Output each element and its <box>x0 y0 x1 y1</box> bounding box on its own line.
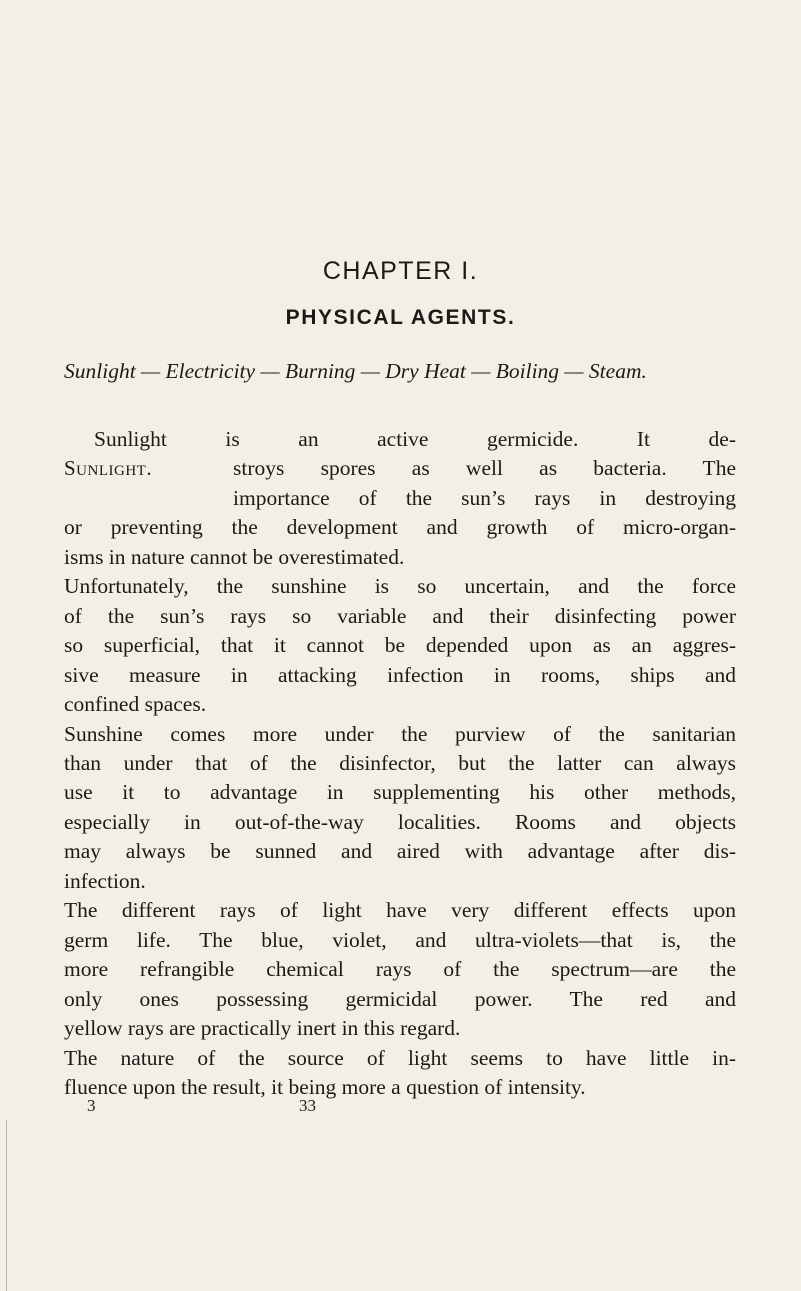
paragraph-3-line-4: especially in out-of-the-way localities. Rooms and objects <box>64 809 736 834</box>
paragraph-5-line-2: fluence upon the result, it being more a question of intensity. <box>64 1075 586 1099</box>
paragraph-3-line-6: infection. <box>64 868 146 893</box>
paragraph-1-line-1: Sunlight is an active germicide. It de- <box>94 427 736 451</box>
paragraph-3-line-3: use it to advantage in supplementing his other methods, <box>64 780 736 805</box>
folio-left: 3 <box>87 1096 96 1115</box>
paragraph-3-line-1: Sunshine comes more under the purview of the sanitarian <box>64 721 736 746</box>
paragraph-2-line-2: of the sun’s rays so variable and their disinfecting power <box>64 603 736 628</box>
paragraph-3-line-2: than under that of the disinfector, but the latter can always <box>64 751 736 775</box>
paragraph-1-line-4: or preventing the development and growth of micro-organ- <box>64 515 736 540</box>
paragraph-4-line-3: more refrangible chemical rays of the spectrum—are the <box>64 957 736 982</box>
gutter-shadow-line <box>6 1120 7 1291</box>
paragraph-1-line-5: isms in nature cannot be overestimated. <box>64 544 405 569</box>
margin-note: Sunlight. <box>64 456 153 481</box>
paragraph-4-line-1: The different rays of light have very different effects upon <box>64 898 736 923</box>
paragraph-4-line-2: germ life. The blue, violet, and ultra-violets—that is, the <box>64 927 736 952</box>
paragraph-2-line-3: so superficial, that it cannot be depended upon as an aggres- <box>64 633 736 658</box>
paragraph-1-line-3: importance of the sun’s rays in destroying <box>233 485 736 510</box>
paragraph-1-line-2: stroys spores as well as bacteria. The <box>233 456 736 481</box>
paragraph-2-line-4: sive measure in attacking infection in rooms, ships and <box>64 662 736 687</box>
paragraph-4-line-5: yellow rays are practically inert in this regard. <box>64 1016 461 1041</box>
paragraph-2-line-1: Unfortunately, the sunshine is so uncertain, and the force <box>64 574 736 599</box>
paragraph-5-line-1: The nature of the source of light seems to have little in- <box>64 1045 736 1070</box>
chapter-title: PHYSICAL AGENTS. <box>285 306 516 329</box>
chapter-synopsis: Sunlight — Electricity — Burning — Dry Heat — Boiling — Steam. <box>64 359 647 383</box>
chapter-heading: CHAPTER I. <box>322 257 479 285</box>
folio-right: 33 <box>299 1096 316 1115</box>
paragraph-3-line-5: may always be sunned and aired with advantage after dis- <box>64 839 736 864</box>
paragraph-4-line-4: only ones possessing germicidal power. The red and <box>64 986 736 1011</box>
paragraph-2-line-5: confined spaces. <box>64 692 207 717</box>
